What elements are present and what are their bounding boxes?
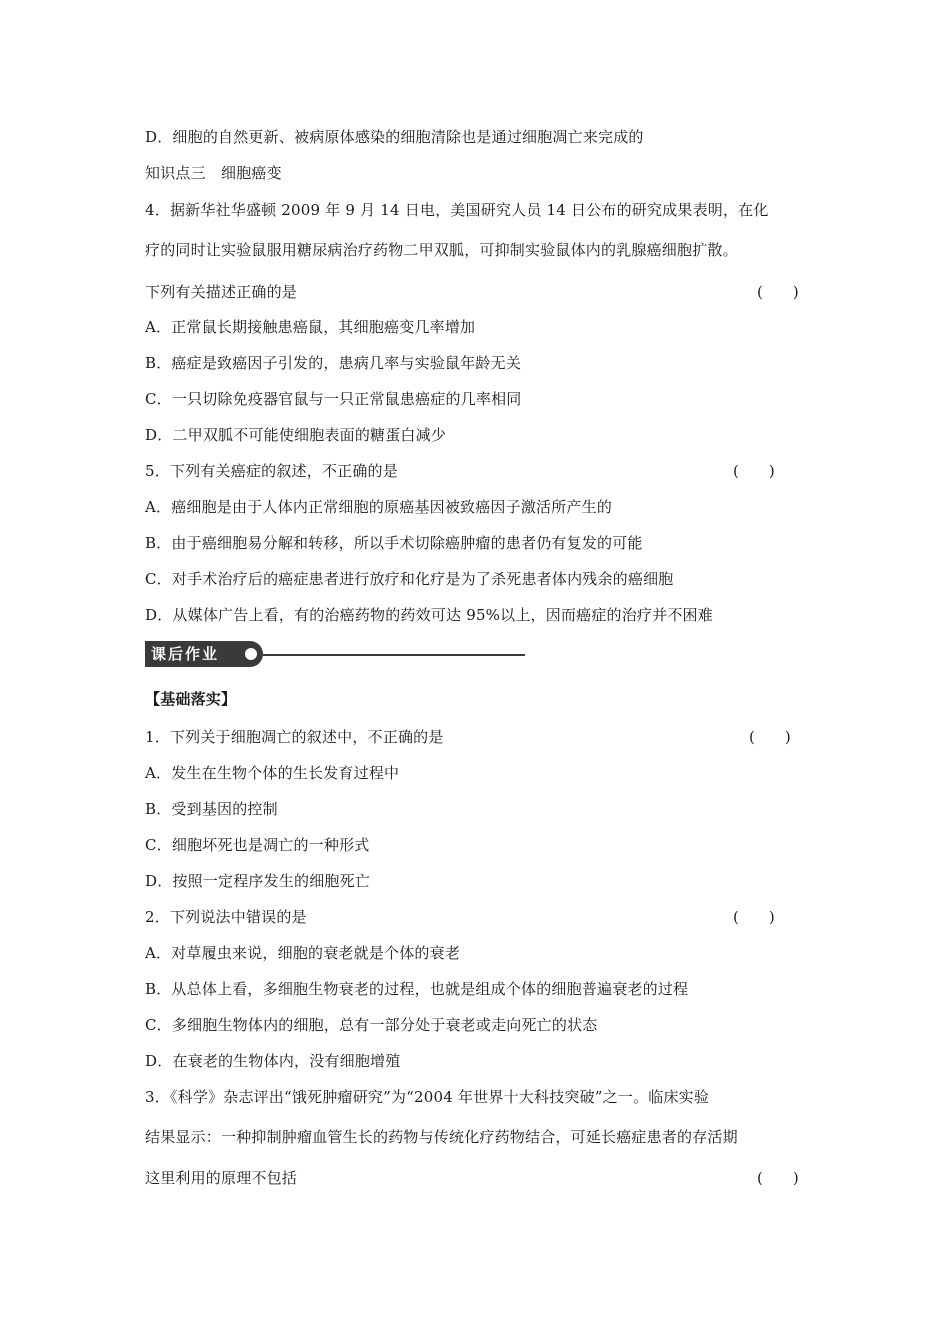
hw-question-2-stem: 2．下列说法中错误的是 <box>145 908 307 926</box>
hw1-option-a: A．发生在生物个体的生长发育过程中 <box>145 764 400 782</box>
hw1-option-d: D．按照一定程序发生的细胞死亡 <box>145 872 371 890</box>
q5-option-a: A．癌细胞是由于人体内正常细胞的原癌基因被致癌因子激活所产生的 <box>145 498 613 516</box>
banner-label: 课后作业 <box>151 645 220 663</box>
question-5-stem: 5．下列有关癌症的叙述，不正确的是 <box>145 462 398 480</box>
banner-rule <box>263 654 525 656</box>
hw-question-3-line-2: 结果显示：一种抑制肿瘤血管生长的药物与传统化疗药物结合，可延长癌症患者的存活期 <box>145 1128 738 1146</box>
q4-option-b: B．癌症是致癌因子引发的，患病几率与实验鼠年龄无关 <box>145 354 522 372</box>
banner-dot-icon <box>245 648 257 660</box>
hw2-option-c: C．多细胞生物体内的细胞，总有一部分处于衰老或走向死亡的状态 <box>145 1016 598 1034</box>
q4-option-d: D．二甲双胍不可能使细胞表面的糖蛋白减少 <box>145 426 447 444</box>
q5-option-c: C．对手术治疗后的癌症患者进行放疗和化疗是为了杀死患者体内残余的癌细胞 <box>145 570 674 588</box>
answer-blank-hw1: ( ) <box>749 728 791 746</box>
q5-option-b: B．由于癌细胞易分解和转移，所以手术切除癌肿瘤的患者仍有复发的可能 <box>145 534 643 552</box>
homework-banner <box>145 641 545 667</box>
hw2-option-b: B．从总体上看，多细胞生物衰老的过程，也就是组成个体的细胞普遍衰老的过程 <box>145 980 689 998</box>
hw-question-3-line-3: 这里利用的原理不包括 <box>145 1169 298 1187</box>
q4-option-a: A．正常鼠长期接触患癌鼠，其细胞癌变几率增加 <box>145 318 476 336</box>
question-4-line-1: 4．据新华社华盛顿 2009 年 9 月 14 日电，美国研究人员 14 日公布的研究成果表明，在化 <box>145 201 769 219</box>
q4-option-c: C．一只切除免疫器官鼠与一只正常鼠患癌症的几率相同 <box>145 390 522 408</box>
answer-blank-hw2: ( ) <box>733 908 775 926</box>
answer-blank-q4: ( ) <box>757 283 799 301</box>
q5-option-d: D．从媒体广告上看，有的治癌药物的药效可达 95%以上，因而癌症的治疗并不困难 <box>145 606 713 624</box>
hw2-option-d: D．在衰老的生物体内，没有细胞增殖 <box>145 1052 401 1070</box>
answer-blank-q5: ( ) <box>733 462 775 480</box>
hw2-option-a: A．对草履虫来说，细胞的衰老就是个体的衰老 <box>145 944 461 962</box>
hw-question-1-stem: 1．下列关于细胞凋亡的叙述中，不正确的是 <box>145 728 444 746</box>
subsection-heading-basics: 【基础落实】 <box>145 690 237 708</box>
question-4-line-3: 下列有关描述正确的是 <box>145 283 298 301</box>
section-heading-cancer: 知识点三 细胞癌变 <box>145 164 282 182</box>
hw-question-3-line-1: 3．《科学》杂志评出“饿死肿瘤研究”为“2004 年世界十大科技突破”之一。临床实验 <box>145 1088 710 1106</box>
hw1-option-b: B．受到基因的控制 <box>145 800 278 818</box>
option-d-apoptosis: D．细胞的自然更新、被病原体感染的细胞清除也是通过细胞凋亡来完成的 <box>145 128 644 146</box>
hw1-option-c: C．细胞坏死也是凋亡的一种形式 <box>145 836 370 854</box>
answer-blank-hw3: ( ) <box>757 1169 799 1187</box>
banner-label-box <box>145 641 263 667</box>
question-4-line-2: 疗的同时让实验鼠服用糖尿病治疗药物二甲双胍，可抑制实验鼠体内的乳腺癌细胞扩散。 <box>145 241 738 259</box>
